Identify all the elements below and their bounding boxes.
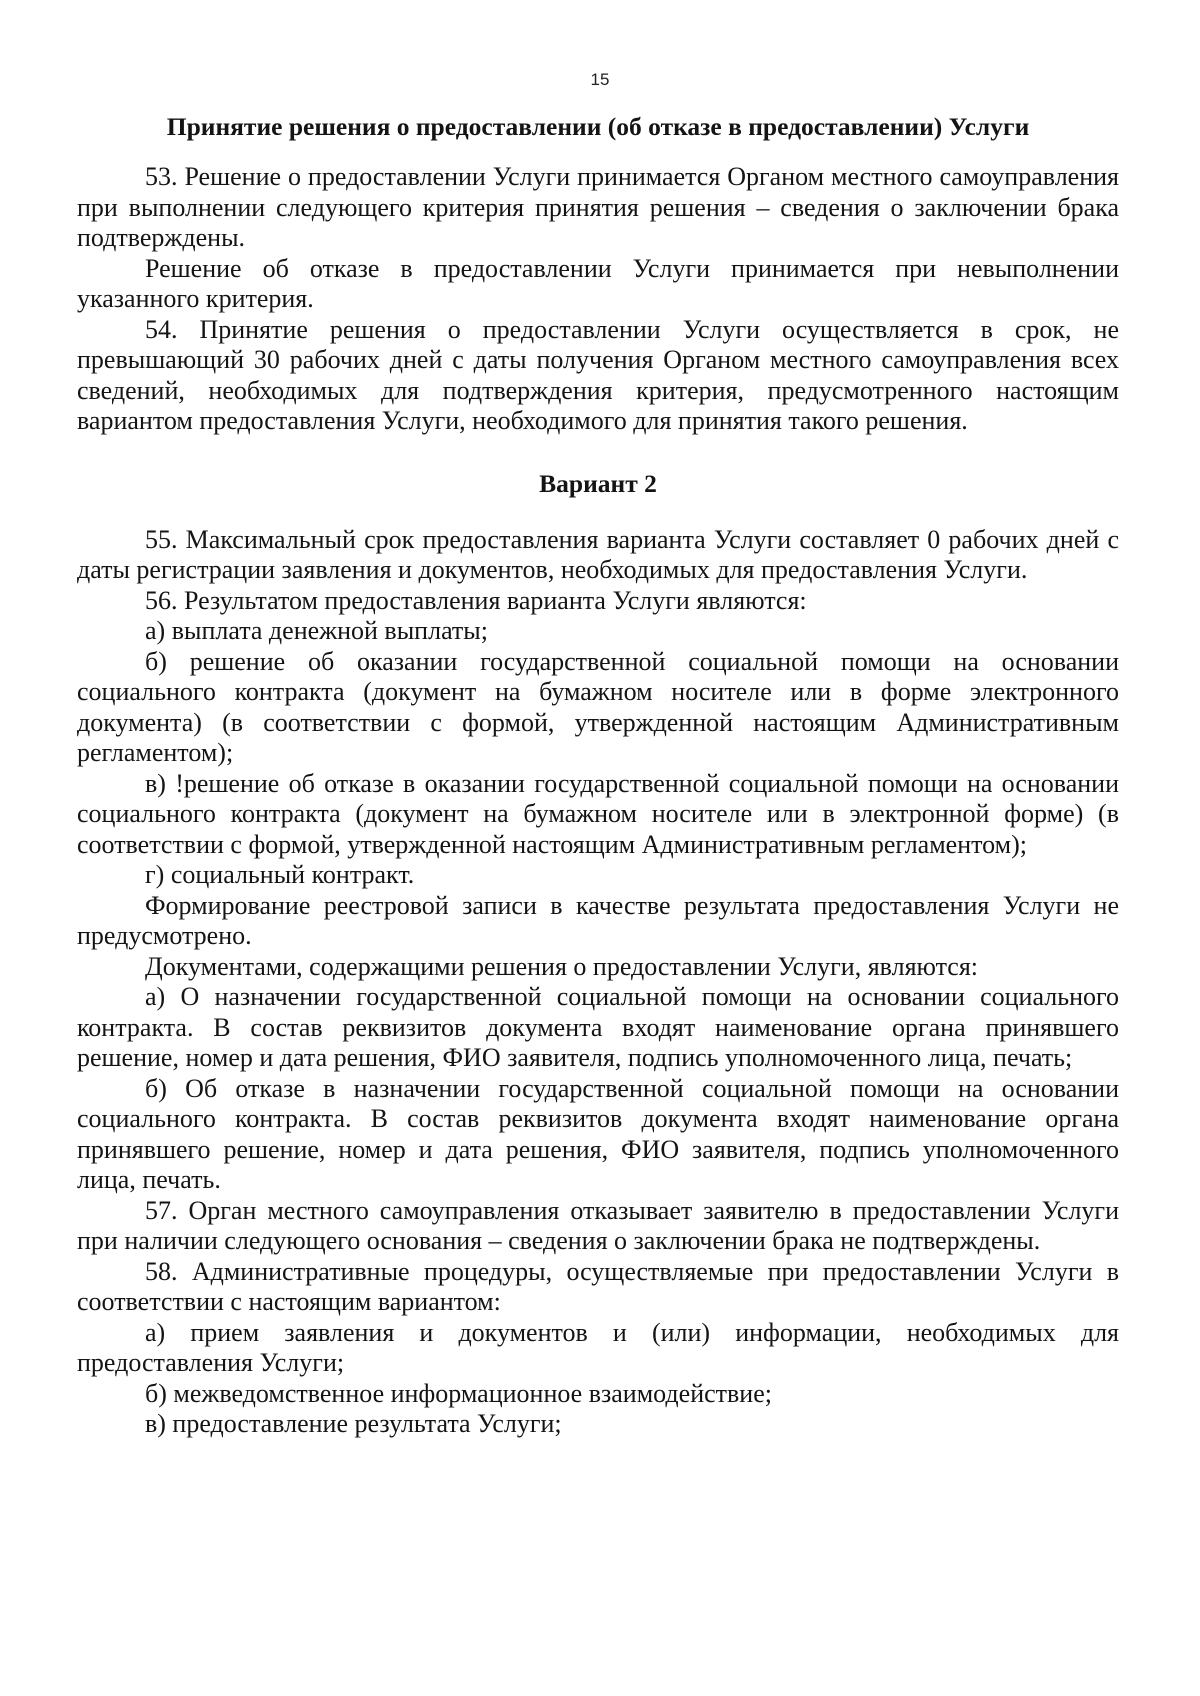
paragraph-58: 58. Административные процедуры, осуществляемые при предоставлении Услуги в соответствии с настоящим вариантом:	[77, 1256, 1119, 1316]
document-body	[77, 110, 1119, 1440]
list-item-58a: а) прием заявления и документов и (или) информации, необходимых для предоставления Услуги;	[77, 1317, 1119, 1377]
list-item-58b: б) межведомственное информационное взаимодействие;	[145, 1378, 772, 1408]
paragraph-53: 53. Решение о предоставлении Услуги принимается Органом местного самоуправления при выполнении следующего критерия принятия решения – сведения о заключении брака подтверждены.	[77, 162, 1119, 252]
list-item-56a: а) выплата денежной выплаты;	[145, 616, 488, 645]
list-item-56v: в) !решение об отказе в оказании государственной социальной помощи на основании социального контракта (документ на бумажном носителе или в электронной форме) (в соответствии с формой, утвержденной настоящим Административным регламентом);	[77, 768, 1119, 859]
paragraph-57: 57. Орган местного самоуправления отказывает заявителю в предоставлении Услуги при наличии следующего основания – сведения о заключении брака не подтверждены.	[77, 1195, 1119, 1255]
paragraph-56: 56. Результатом предоставления варианта Услуги являются:	[145, 585, 807, 615]
paragraph-registry-record: Формирование реестровой записи в качестве результата предоставления Услуги не предусмотрено.	[77, 890, 1119, 950]
paragraph-54: 54. Принятие решения о предоставлении Услуги осуществляется в срок, не превышающий 30 рабочих дней с даты получения Органом местного самоуправления всех сведений, необходимых для подтверждения критерия, предусмотренного настоящим вариантом предоставления Услуги, необходимого для принятия такого решения.	[77, 314, 1119, 435]
paragraph-55: 55. Максимальный срок предоставления варианта Услуги составляет 0 рабочих дней с даты регистрации заявления и документов, необходимых для предоставления Услуги.	[77, 524, 1119, 584]
section-heading-variant-2: Вариант 2	[539, 468, 657, 498]
list-item-document-b: б) Об отказе в назначении государственной социальной помощи на основании социального контракта. В состав реквизитов документа входят наименование органа принявшего решение, номер и дата решения, ФИО заявителя, подпись уполномоченного лица, печать.	[77, 1073, 1119, 1194]
list-item-document-a: а) О назначении государственной социальной помощи на основании социального контракта. В состав реквизитов документа входят наименование органа принявшего решение, номер и дата решения, ФИО заявителя, подпись уполномоченного лица, печать;	[77, 982, 1119, 1072]
list-item-56g: г) социальный контракт.	[145, 860, 415, 889]
page-number: 15	[590, 70, 610, 89]
list-item-56b: б) решение об оказании государственной социальной помощи на основании социального контракта (документ на бумажном носителе или в форме электронного документа) (в соответствии с формой, утвержденной настоящим Административным регламентом);	[77, 646, 1119, 767]
section-heading-decision: Принятие решения о предоставлении (об отказе в предоставлении) Услуги	[166, 112, 1030, 141]
list-item-58v: в) предоставление результата Услуги;	[145, 1409, 562, 1438]
paragraph-decision-documents: Документами, содержащими решения о предоставлении Услуги, являются:	[145, 951, 979, 981]
paragraph-refusal-criterion: Решение об отказе в предоставлении Услуги принимается при невыполнении указанного критерия.	[77, 253, 1119, 313]
